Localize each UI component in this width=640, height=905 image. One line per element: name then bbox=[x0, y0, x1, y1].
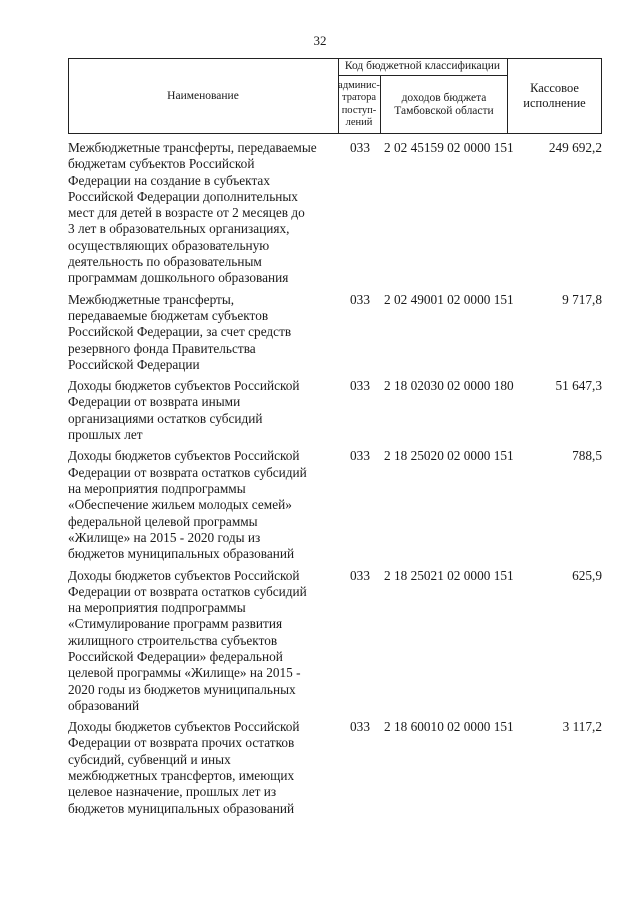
row-name-line: Федерации от возврата иными bbox=[68, 394, 241, 410]
header-revenue bbox=[381, 76, 507, 133]
row-name-line: деятельность по образовательным bbox=[68, 254, 262, 270]
row-admin-code: 033 bbox=[350, 378, 370, 394]
row-name bbox=[68, 292, 338, 373]
header-revenue-line: доходов бюджета bbox=[401, 91, 487, 104]
header-admin-line: админис- bbox=[338, 79, 380, 91]
row-name-line: Федерации от возврата остатков субсидий bbox=[68, 464, 307, 480]
row-name-line: Российской Федерации bbox=[68, 356, 200, 372]
row-name-line: субсидий, субвенций и иных bbox=[68, 751, 231, 767]
row-name bbox=[68, 378, 338, 443]
row-name-line: бюджетов муниципальных образований bbox=[68, 800, 295, 816]
header-name: Наименование bbox=[167, 89, 239, 102]
row-amount: 9 717,8 bbox=[562, 291, 602, 307]
row-amount: 625,9 bbox=[572, 567, 602, 583]
row-name-line: Межбюджетные трансферты, bbox=[68, 291, 235, 307]
header-revenue-line: Тамбовской области bbox=[394, 104, 494, 117]
row-name-line: жилищного строительства субъектов bbox=[68, 632, 278, 648]
row-name-line: резервного фонда Правительства bbox=[68, 340, 256, 356]
row-name-line: Межбюджетные трансферты, передаваемые bbox=[68, 140, 317, 155]
header-amount bbox=[508, 58, 601, 134]
row-name-line: прошлых лет bbox=[68, 427, 143, 443]
row-name-line: «Стимулирование программ развития bbox=[68, 616, 283, 632]
row-name bbox=[68, 568, 338, 715]
row-name-line: Российской Федерации» федеральной bbox=[68, 648, 283, 664]
row-name-line: бюджетам субъектов Российской bbox=[68, 156, 255, 172]
row-name-line: Федерации на создание в субъектах bbox=[68, 172, 270, 188]
page-number: 32 bbox=[313, 33, 327, 48]
header-amount-line: Кассовое bbox=[530, 81, 579, 95]
header-admin-line: поступ- bbox=[341, 104, 377, 116]
row-amount: 3 117,2 bbox=[562, 719, 602, 735]
row-admin-code: 033 bbox=[350, 448, 370, 464]
row-name-line: целевое назначение, прошлых лет из bbox=[68, 784, 277, 800]
table-header bbox=[68, 58, 602, 134]
row-admin-code: 033 bbox=[350, 140, 370, 155]
row-budget-code: 2 18 02030 02 0000 180 bbox=[384, 378, 514, 394]
row-name-line: Доходы бюджетов субъектов Российской bbox=[68, 378, 300, 394]
row-amount: 51 647,3 bbox=[555, 378, 602, 394]
row-amount: 249 692,2 bbox=[548, 140, 602, 155]
row-name-line: на мероприятия подпрограммы bbox=[68, 600, 246, 616]
row-name-line: мест для детей в возрасте от 2 месяцев до bbox=[68, 205, 305, 221]
row-name-line: передаваемые бюджетам субъектов bbox=[68, 307, 269, 323]
row-budget-code: 2 18 60010 02 0000 151 bbox=[384, 719, 514, 735]
row-budget-code: 2 02 49001 02 0000 151 bbox=[384, 291, 514, 307]
row-admin-code: 033 bbox=[350, 291, 370, 307]
row-budget-code: 2 02 45159 02 0000 151 bbox=[384, 140, 514, 155]
row-name-line: Российской Федерации, за счет средств bbox=[68, 324, 292, 340]
row-name-line: Доходы бюджетов субъектов Российской bbox=[68, 567, 300, 583]
row-budget-code: 2 18 25020 02 0000 151 bbox=[384, 448, 514, 464]
row-admin-code: 033 bbox=[350, 567, 370, 583]
row-name-line: программам дошкольного образования bbox=[68, 270, 289, 286]
header-right-border bbox=[601, 58, 602, 134]
row-name bbox=[68, 140, 338, 287]
row-budget-code: 2 18 25021 02 0000 151 bbox=[384, 567, 514, 583]
row-name-line: «Обеспечение жильем молодых семей» bbox=[68, 497, 292, 513]
header-classification-group: Код бюджетной классификации bbox=[344, 60, 501, 72]
row-name-line: организациями остатков субсидий bbox=[68, 410, 263, 426]
row-name bbox=[68, 719, 338, 817]
header-admin bbox=[338, 76, 380, 133]
header-amount-line: исполнение bbox=[523, 96, 586, 110]
row-admin-code: 033 bbox=[350, 719, 370, 735]
header-admin-line: тратора bbox=[342, 92, 376, 103]
row-name-line: на мероприятия подпрограммы bbox=[68, 480, 246, 496]
row-name-line: Федерации от возврата остатков субсидий bbox=[68, 583, 307, 599]
row-name-line: целевой программы «Жилище» на 2015 - bbox=[68, 665, 301, 681]
row-name-line: бюджетов муниципальных образований bbox=[68, 546, 295, 562]
row-name-line: Доходы бюджетов субъектов Российской bbox=[68, 719, 300, 735]
row-name-line: образований bbox=[68, 697, 140, 713]
row-name-line: Российской Федерации дополнительных bbox=[68, 188, 298, 204]
row-amount: 788,5 bbox=[572, 448, 602, 464]
header-admin-line: лений bbox=[345, 117, 373, 128]
row-name-line: осуществляющих образовательную bbox=[68, 237, 270, 253]
row-name-line: Федерации от возврата прочих остатков bbox=[68, 735, 295, 751]
row-name-line: Доходы бюджетов субъектов Российской bbox=[68, 448, 300, 464]
row-name-line: федеральной целевой программы bbox=[68, 513, 258, 529]
row-name bbox=[68, 448, 338, 562]
row-name-line: «Жилище» на 2015 - 2020 годы из bbox=[68, 529, 261, 545]
row-name-line: 2020 годы из бюджетов муниципальных bbox=[68, 681, 296, 697]
row-name-line: 3 лет в образовательных организациях, bbox=[68, 221, 290, 237]
row-name-line: межбюджетных трансфертов, имеющих bbox=[68, 768, 295, 784]
